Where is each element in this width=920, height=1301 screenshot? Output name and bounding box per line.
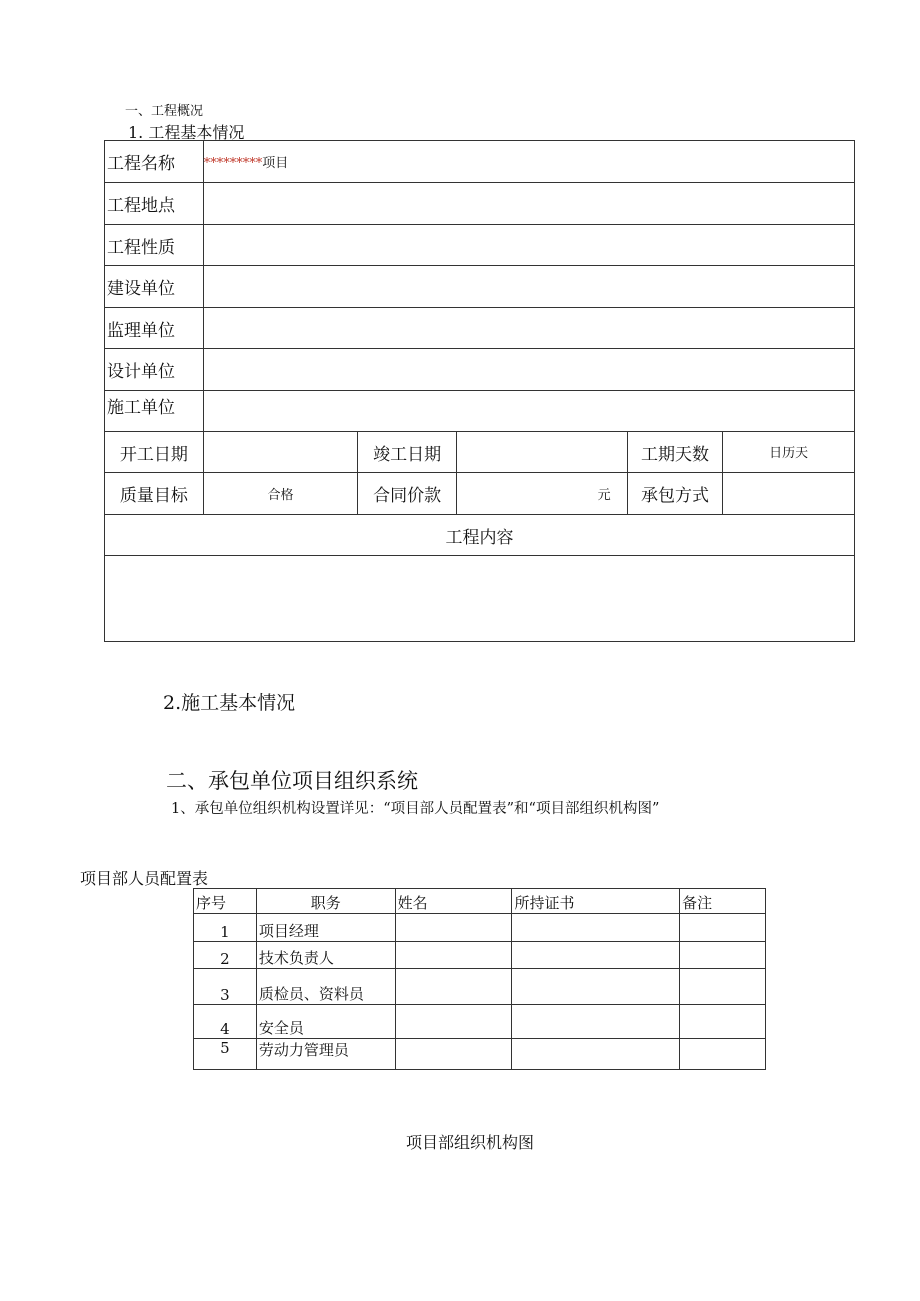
designer-label: 设计单位 — [105, 349, 204, 391]
project-name-suffix: 项目 — [262, 155, 289, 171]
section3-item1: 1、承包单位组织机构设置详见：“项目部人员配置表”和“项目部组织机构图” — [171, 801, 660, 817]
contract-price-label: 合同价款 — [358, 473, 457, 515]
project-name-mask: ********* — [203, 155, 263, 171]
row-name — [395, 942, 512, 969]
row-no: 4 — [194, 1005, 257, 1039]
row-role: 质检员、资料员 — [256, 969, 395, 1005]
section-title: 一、工程概况 — [125, 104, 204, 119]
contract-price-unit: 元 — [457, 473, 628, 515]
row-remarks — [680, 969, 766, 1005]
constructor-label: 施工单位 — [105, 391, 204, 432]
row-role: 项目经理 — [256, 914, 395, 942]
row-certificate — [512, 914, 680, 942]
row-role: 安全员 — [256, 1005, 395, 1039]
header-remarks: 备注 — [680, 889, 766, 914]
constructor-value — [203, 391, 854, 432]
table-row — [194, 1005, 766, 1039]
header-no: 序号 — [194, 889, 257, 914]
duration-unit: 日历天 — [723, 432, 855, 473]
row-name — [395, 914, 512, 942]
location-label: 工程地点 — [105, 183, 204, 225]
nature-value — [203, 225, 854, 266]
subsection-title: 1. 工程基本情况 — [128, 123, 245, 142]
staff-table — [193, 888, 766, 1070]
section3-title: 二、承包单位项目组织系统 — [166, 769, 418, 793]
project-name-value — [203, 141, 854, 183]
table-row — [194, 942, 766, 969]
header-certificate: 所持证书 — [512, 889, 680, 914]
table-row — [194, 1039, 766, 1070]
header-name: 姓名 — [395, 889, 512, 914]
end-date-label: 竣工日期 — [358, 432, 457, 473]
row-name — [395, 1005, 512, 1039]
row-name — [395, 969, 512, 1005]
table-row — [194, 914, 766, 942]
row-name — [395, 1039, 512, 1070]
location-value — [203, 183, 854, 225]
start-date-label: 开工日期 — [105, 432, 204, 473]
row-certificate — [512, 1039, 680, 1070]
table-row — [194, 969, 766, 1005]
header-role: 职务 — [256, 889, 395, 914]
quality-value: 合格 — [203, 473, 358, 515]
supervisor-value — [203, 308, 854, 349]
row-role: 技术负责人 — [256, 942, 395, 969]
staff-table-caption: 项目部人员配置表 — [80, 869, 209, 888]
section2-title: 2.施工基本情况 — [163, 692, 296, 714]
contract-mode-value — [723, 473, 855, 515]
org-chart-title: 项目部组织机构图 — [406, 1133, 535, 1152]
row-remarks — [680, 1005, 766, 1039]
contract-mode-label: 承包方式 — [627, 473, 723, 515]
row-no: 5 — [194, 1039, 257, 1070]
row-certificate — [512, 942, 680, 969]
row-certificate — [512, 969, 680, 1005]
content-label: 工程内容 — [105, 515, 855, 556]
end-date-value — [457, 432, 628, 473]
nature-label: 工程性质 — [105, 225, 204, 266]
owner-value — [203, 266, 854, 308]
row-role: 劳动力管理员 — [256, 1039, 395, 1070]
designer-value — [203, 349, 854, 391]
quality-label: 质量目标 — [105, 473, 204, 515]
project-name-label: 工程名称 — [105, 141, 204, 183]
duration-label: 工期天数 — [627, 432, 723, 473]
project-info-table — [104, 140, 855, 642]
owner-label: 建设单位 — [105, 266, 204, 308]
supervisor-label: 监理单位 — [105, 308, 204, 349]
row-certificate — [512, 1005, 680, 1039]
row-no: 3 — [194, 969, 257, 1005]
row-no: 2 — [194, 942, 257, 969]
row-remarks — [680, 914, 766, 942]
row-remarks — [680, 1039, 766, 1070]
content-value — [105, 556, 855, 642]
row-no: 1 — [194, 914, 257, 942]
row-remarks — [680, 942, 766, 969]
start-date-value — [203, 432, 358, 473]
